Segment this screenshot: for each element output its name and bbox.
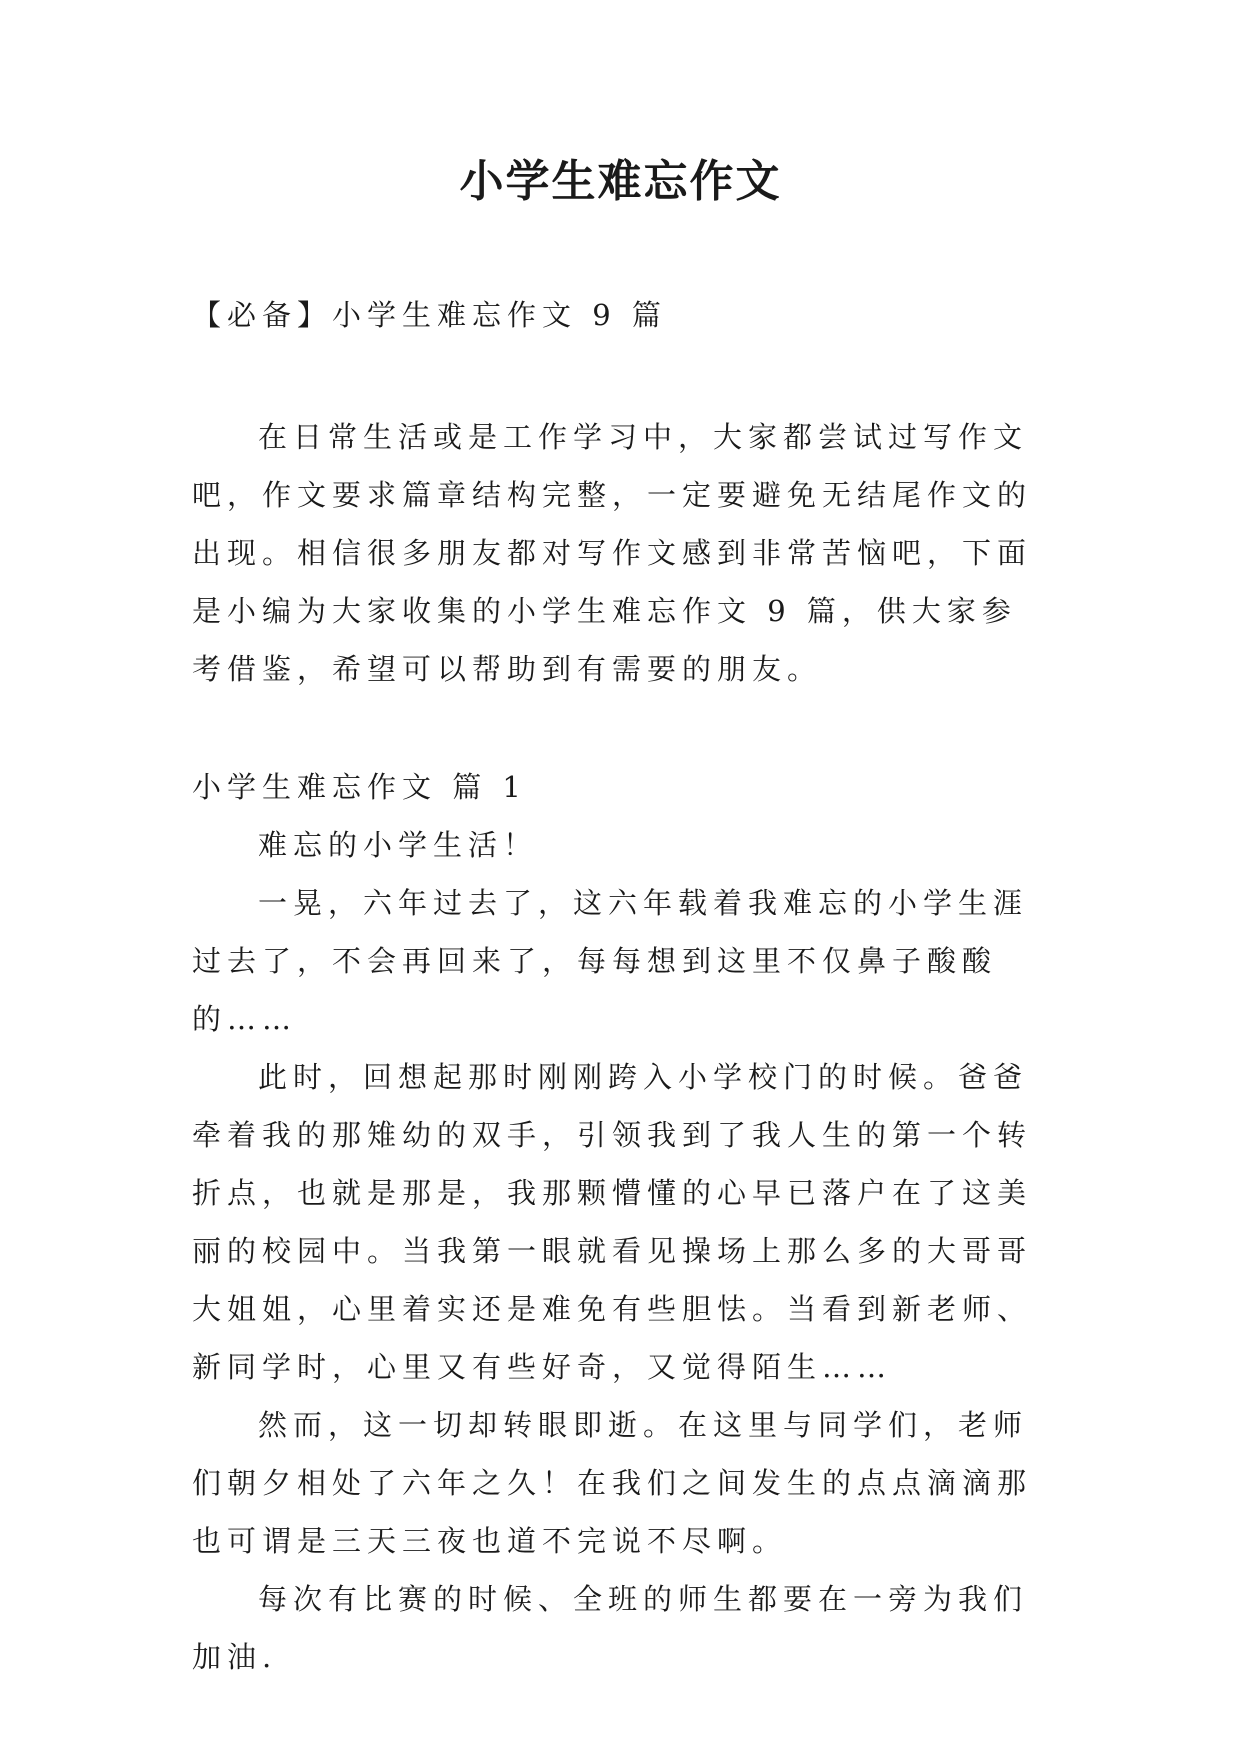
essay-paragraph: 一晃，六年过去了，这六年载着我难忘的小学生涯过去了，不会再回来了，每每想到这里不仅鼻子酸酸的…… [192, 886, 1029, 1036]
essay-section-1 [192, 758, 1050, 1686]
essay-paragraph: 此时，回想起那时刚刚跨入小学校门的时候。爸爸牵着我的那雉幼的双手，引领我到了我人生的第一个转折点，也就是那是，我那颗懵懂的心早已落户在了这美丽的校园中。当我第一眼就看见操场上那么多的大哥哥大姐姐，心里着实还是难免有些胆怯。当看到新老师、新同学时，心里又有些好奇，又觉得陌生…… [192, 1060, 1033, 1384]
intro-paragraph: 在日常生活或是工作学习中，大家都尝试过写作文吧，作文要求篇章结构完整，一定要避免无结尾作文的出现。相信很多朋友都对写作文感到非常苦恼吧，下面是小编为大家收集的小学生难忘作文 9 篇，供大家参考借鉴，希望可以帮助到有需要的朋友。 [192, 420, 1033, 686]
section-heading: 小学生难忘作文 篇 1 [192, 770, 527, 804]
document-subtitle: 【必备】小学生难忘作文 9 篇 [192, 298, 667, 332]
document-title: 小学生难忘作文 [459, 156, 782, 207]
essay-paragraph: 难忘的小学生活！ [258, 828, 539, 862]
essay-paragraph: 每次有比赛的时候、全班的师生都要在一旁为我们加油. [192, 1582, 1029, 1674]
essay-paragraph: 然而，这一切却转眼即逝。在这里与同学们，老师们朝夕相处了六年之久！在我们之间发生的点点滴滴那也可谓是三天三夜也道不完说不尽啊。 [192, 1408, 1033, 1558]
